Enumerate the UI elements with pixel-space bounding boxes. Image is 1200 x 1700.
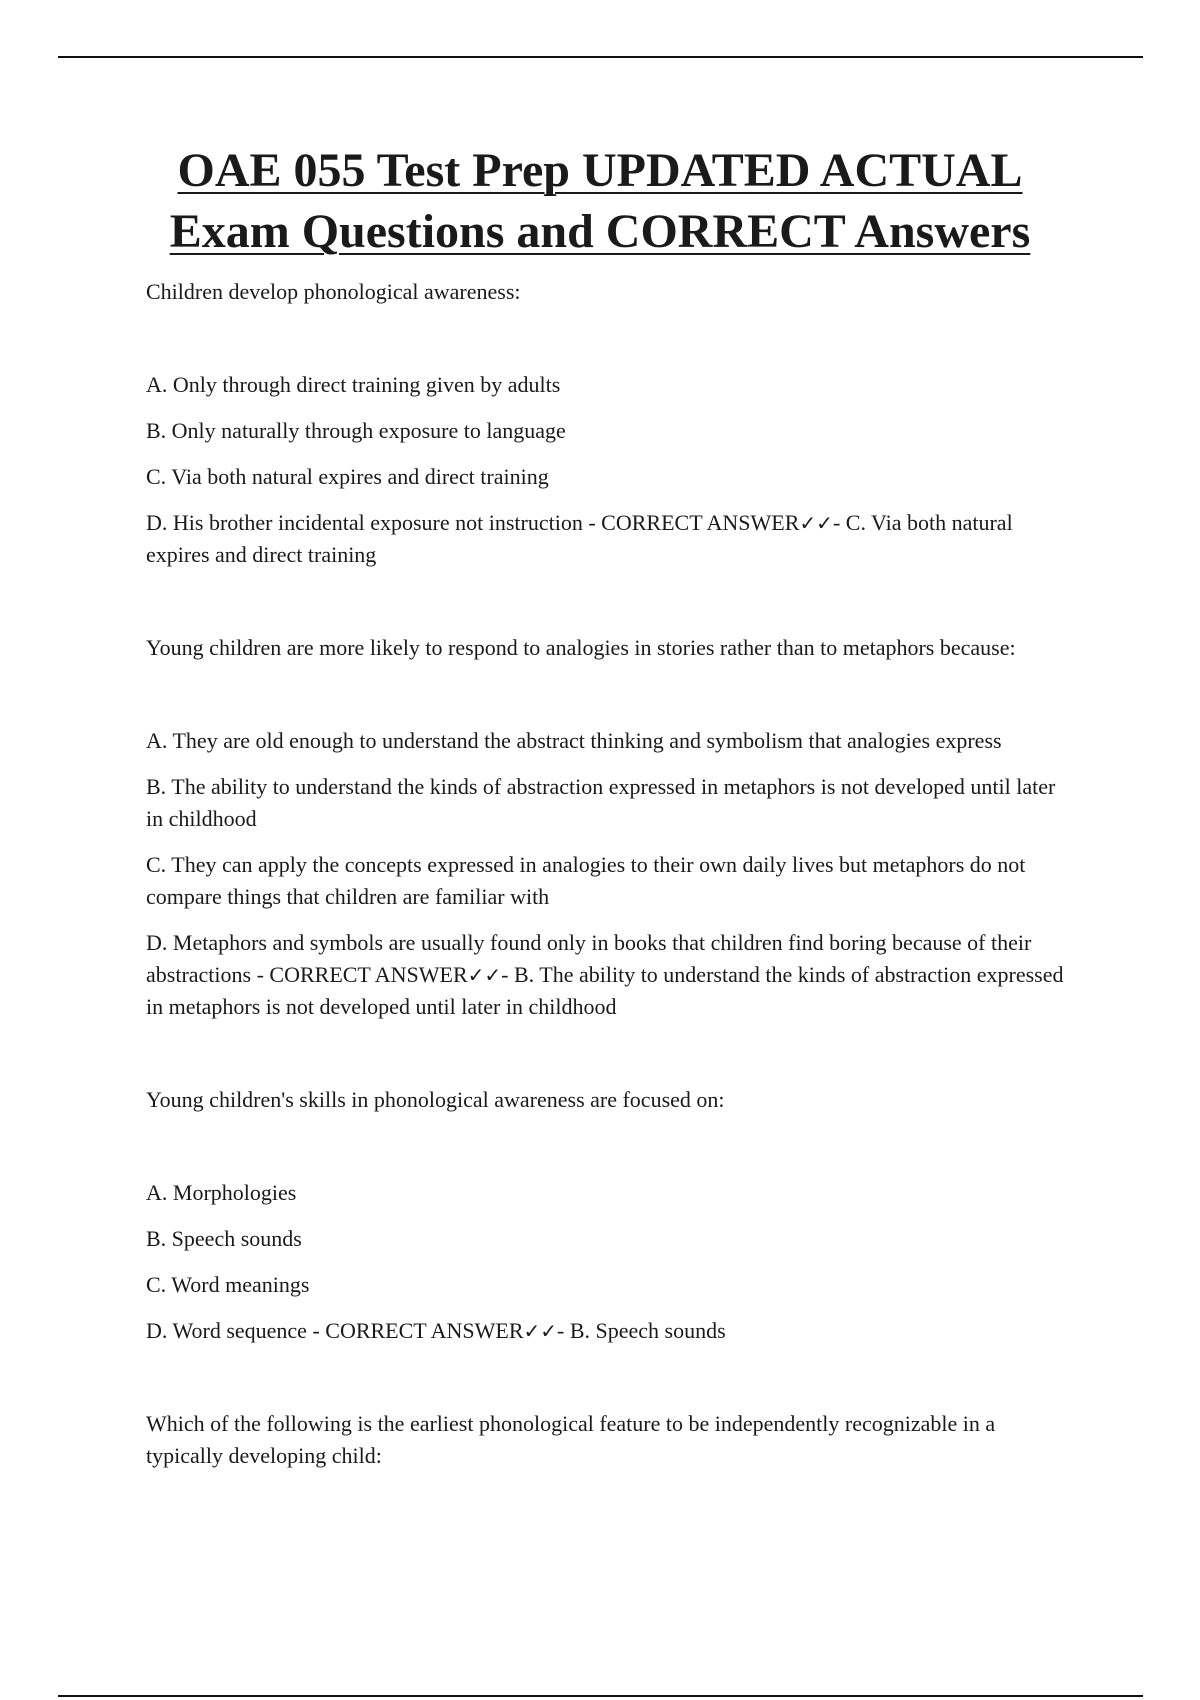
question-2-option-b: B. The ability to understand the kinds of abstraction expressed in metaphors is not developed until later in childhood <box>146 774 1056 831</box>
question-3-option-d: D. Word sequence - CORRECT ANSWER <box>146 1318 524 1343</box>
question-2-option-c: C. They can apply the concepts expressed in analogies to their own daily lives but metaphors do not compare things that children are familiar with <box>146 852 1026 909</box>
question-2-correct-answer: - B. The ability to understand the kinds of abstraction expressed in metaphors is not developed until later in childhood <box>146 962 1064 1019</box>
check-mark-icon: ✓✓ <box>467 963 502 987</box>
question-2-option-a: A. They are old enough to understand the abstract thinking and symbolism that analogies express <box>146 728 1002 753</box>
title-line-1: OAE 055 Test Prep UPDATED ACTUAL <box>177 144 1023 197</box>
question-4-stem: Which of the following is the earliest phonological feature to be independently recognizable in a typically developing child: <box>146 1411 996 1468</box>
question-2-stem: Young children are more likely to respond to analogies in stories rather than to metaphors because: <box>146 635 1016 660</box>
question-3-stem: Young children's skills in phonological awareness are focused on: <box>146 1087 725 1112</box>
question-3-option-c: C. Word meanings <box>146 1272 310 1297</box>
question-3-option-a: A. Morphologies <box>146 1180 297 1205</box>
question-1-stem: Children develop phonological awareness: <box>146 279 521 304</box>
question-2-option-d-with-answer <box>146 927 1071 1023</box>
check-mark-icon: ✓✓ <box>523 1319 558 1343</box>
document-body <box>146 276 1071 1533</box>
question-1-correct-answer: - C. Via both natural expires and direct training <box>146 510 1013 567</box>
question-1-option-d: D. His brother incidental exposure not instruction - CORRECT ANSWER <box>146 510 800 535</box>
check-mark-icon: ✓✓ <box>799 511 833 535</box>
question-1-option-b: B. Only naturally through exposure to language <box>146 418 566 443</box>
question-1-option-d-with-answer <box>146 507 1071 571</box>
question-3-option-d-with-answer <box>146 1315 1071 1347</box>
title-line-2: Exam Questions and CORRECT Answers <box>169 205 1031 258</box>
document-title <box>0 140 1200 262</box>
question-1-option-a: A. Only through direct training given by adults <box>146 372 561 397</box>
question-1-option-c: C. Via both natural expires and direct training <box>146 464 549 489</box>
question-2-option-d: D. Metaphors and symbols are usually found only in books that children find boring because of their abstractions - CORRECT ANSWER <box>146 930 1032 987</box>
top-rule <box>58 56 1143 58</box>
question-3-option-b: B. Speech sounds <box>146 1226 302 1251</box>
question-3-correct-answer: - B. Speech sounds <box>557 1318 726 1343</box>
bottom-rule <box>58 1695 1143 1697</box>
